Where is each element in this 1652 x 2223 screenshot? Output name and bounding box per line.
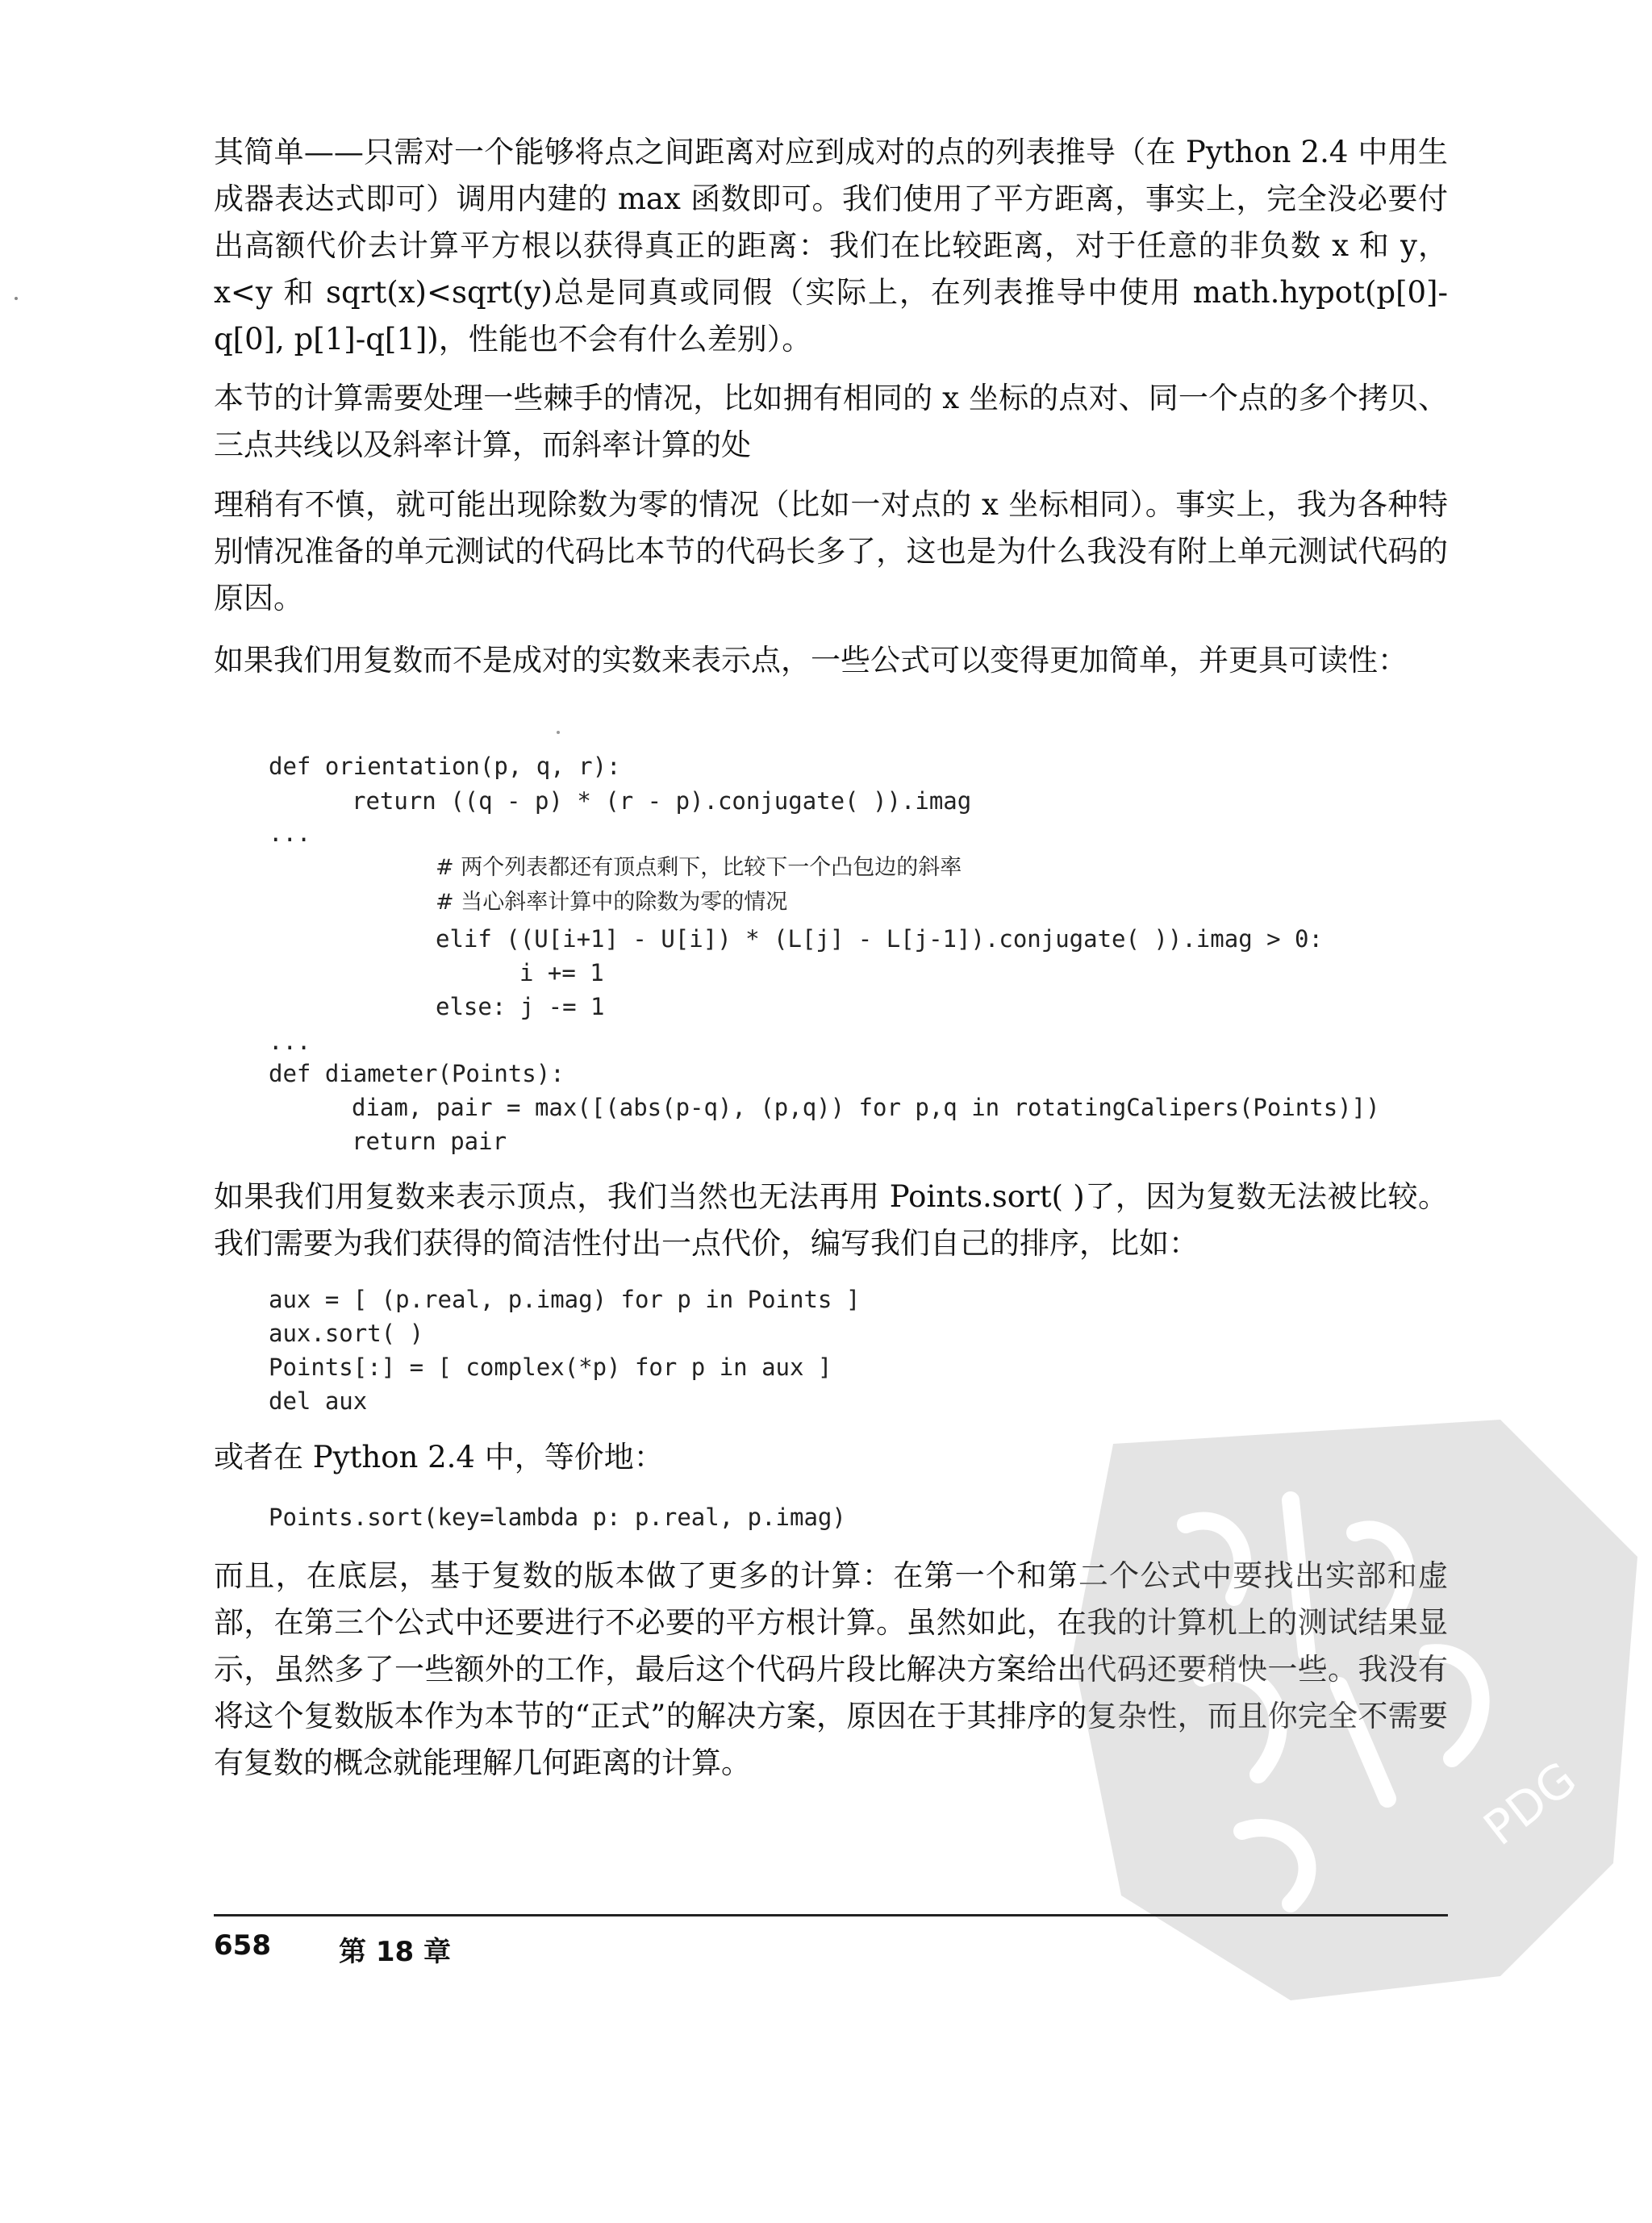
code-line: def diameter(Points): [269,1060,565,1087]
code-line: del aux [269,1387,368,1415]
code-comment: # 两个列表都还有顶点剩下，比较下一个凸包边的斜率 [436,855,962,880]
code-line: Points[:] = [ complex(*p) for p in aux ] [269,1353,832,1381]
scan-speck [557,731,560,734]
code-line: return ((q - p) * (r - p).conjugate( )).imag [352,787,972,815]
footer-rule [214,1914,1448,1916]
code-comment: # 当心斜率计算中的除数为零的情况 [436,890,788,915]
page-number: 658 [214,1929,271,1962]
paragraph-7: 而且，在底层，基于复数的版本做了更多的计算：在第一个和第二个公式中要找出实部和虚部，在第三个公式中还要进行不必要的平方根计算。虽然如此，在我的计算机上的测试结果显示，虽然多了一些额外的工作，最后这个代码片段比解决方案给出代码还要稍快一些。我没有将这个复数版本作为本节的“正式”的解决方案，原因在于其排序的复杂性，而且你完全不需要有复数的概念就能理解几何距离的计算。 [214,1558,1448,1780]
code-line: return pair [352,1128,507,1155]
code-line: def orientation(p, q, r): [269,753,621,780]
library-seal-watermark [1049,1412,1652,2008]
paragraph-5: 如果我们用复数来表示顶点，我们当然也无法再用 Points.sort( )了，因为复数无法被比较。我们需要为我们获得的简洁性付出一点代价，编写我们自己的排序，比如： [214,1179,1448,1261]
code-line: else: j -= 1 [436,993,605,1020]
chapter-label: 第 18 章 [339,1936,451,1968]
code-line: aux.sort( ) [269,1320,424,1347]
code-line: diam, pair = max([(abs(p-q), (p,q)) for p,q in rotatingCalipers(Points)]) [352,1094,1380,1121]
paragraph-1: 其简单——只需对一个能够将点之间距离对应到成对的点的列表推导（在 Python 2.4 中用生成器表达式即可）调用内建的 max 函数即可。我们使用了平方距离，事实上，完全没必要付出高额代价去计算平方根以获得真正的距离：我们在比较距离，对于任意的非负数 x 和 y，x<y 和 sqrt(x)<sqrt(y)总是同真或同假（实际上，在列表推导中使用 math.hypot(p[0]-q[0], p[1]-q[1])，性能也不会有什么差别）。 [214,135,1448,357]
paragraph-3: 理稍有不慎，就可能出现除数为零的情况（比如一对点的 x 坐标相同）。事实上，我为各种特别情况准备的单元测试的代码比本节的代码长多了，这也是为什么我没有附上单元测试代码的原因。 [214,487,1448,615]
scan-speck [15,297,18,300]
code-line: Points.sort(key=lambda p: p.real, p.imag) [269,1504,846,1531]
paragraph-4: 如果我们用复数而不是成对的实数来表示点，一些公式可以变得更加简单，并更具可读性： [214,643,1408,678]
paragraph-2: 本节的计算需要处理一些棘手的情况，比如拥有相同的 x 坐标的点对、同一个点的多个拷贝、三点共线以及斜率计算，而斜率计算的处 [214,381,1448,462]
code-line: elif ((U[i+1] - U[i]) * (L[j] - L[j-1]).conjugate( )).imag > 0: [436,925,1323,953]
code-line: ... [269,1028,311,1055]
code-line: i += 1 [519,959,604,986]
code-line: aux = [ (p.real, p.imag) for p in Points ] [269,1286,861,1313]
watermark-text: PDG [1473,1750,1587,1857]
paragraph-6: 或者在 Python 2.4 中，等价地： [214,1440,664,1474]
code-line: ... [269,820,311,847]
